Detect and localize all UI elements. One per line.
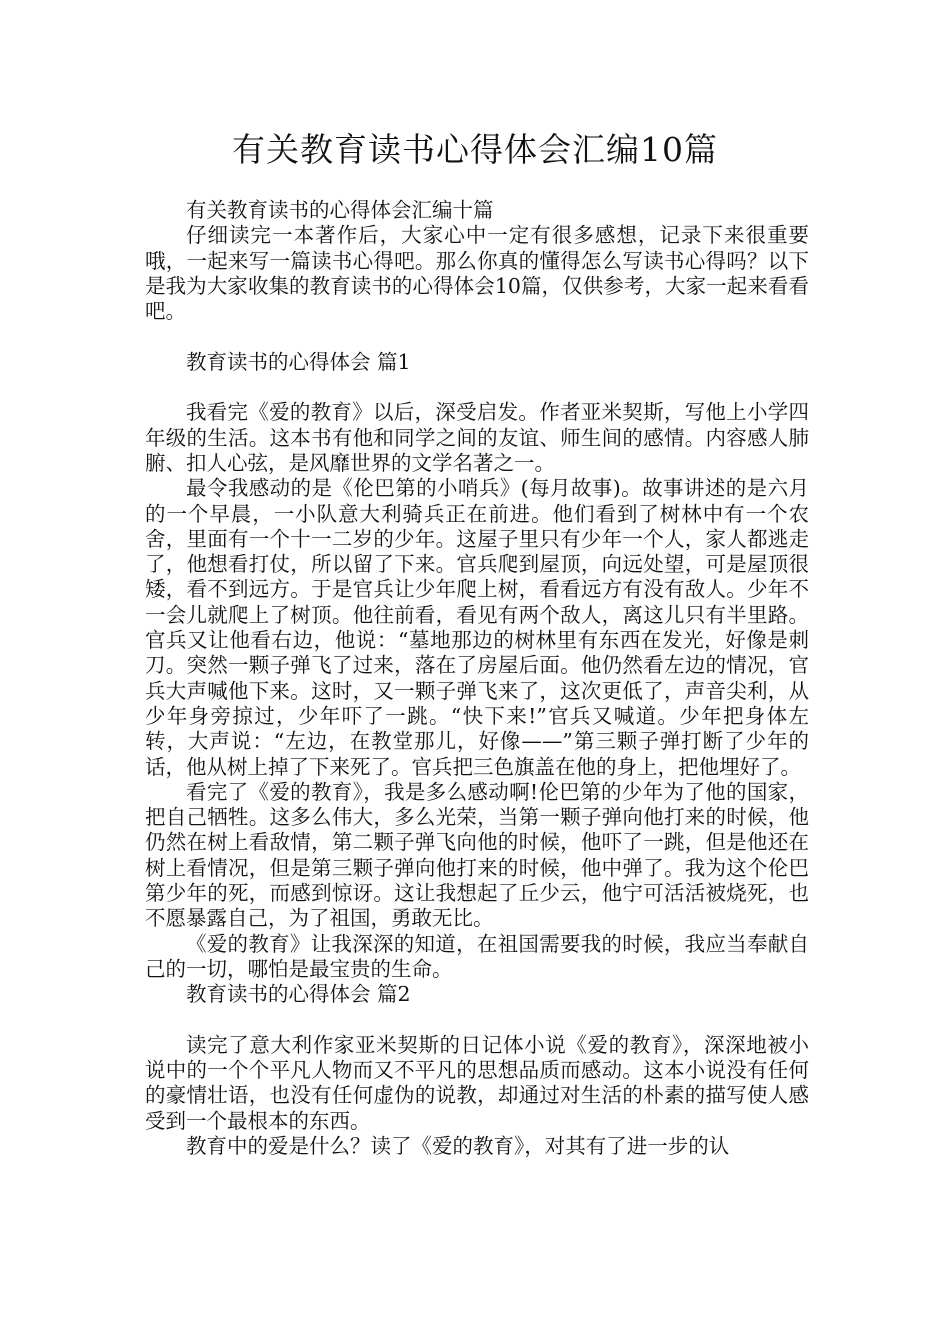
section-heading: 教育读书的心得体会 篇2 xyxy=(186,982,411,1007)
document-title: 有关教育读书心得体会汇编10篇 xyxy=(232,130,718,169)
body-paragraph: 仔细读完一本著作后，大家心中一定有很多感想，记录下来很重要哦，一起来写一篇读书心得吧。那么你真的懂得怎么写读书心得吗？以下是我为大家收集的教育读书的心得体会10篇，仅供参考，大家一起来看看吧。 xyxy=(145,223,809,324)
document-body xyxy=(145,198,809,1159)
body-paragraph: 看完了《爱的教育》，我是多么感动啊!伦巴第的少年为了他的国家，把自己牺牲。这多么伟大，多么光荣，当第一颗子弹向他打来的时候，他仍然在树上看敌情，第二颗子弹飞向他的时候，他吓了一跳，但是他还在树上看情况，但是第三颗子弹向他打来的时候，他中弹了。我为这个伦巴第少年的死，而感到惊讶。这让我想起了丘少云，他宁可活活被烧死，也不愿暴露自己，为了祖国，勇敢无比。 xyxy=(145,779,809,931)
body-paragraph: 有关教育读书的心得体会汇编十篇 xyxy=(186,198,494,222)
paragraph-gap xyxy=(145,375,809,400)
body-paragraph: 教育中的爱是什么？读了《爱的教育》，对其有了进一步的认 xyxy=(186,1133,730,1158)
body-paragraph: 我看完《爱的教育》以后，深受启发。作者亚米契斯，写他上小学四年级的生活。这本书有他和同学之间的友谊、师生间的感情。内容感人肺腑、扣人心弦，是风靡世界的文学名著之一。 xyxy=(145,400,809,475)
body-paragraph: 最令我感动的是《伦巴第的小哨兵》(每月故事)。故事讲述的是六月的一个早晨，一小队意大利骑兵正在前进。他们看到了树林中有一个农舍，里面有一个十一二岁的少年。这屋子里只有少年一个人，家人都逃走了，他想看打仗，所以留了下来。官兵爬到屋顶，向远处望，可是屋顶很矮，看不到远方。于是官兵让少年爬上树，看看远方有没有敌人。少年不一会儿就爬上了树顶。他往前看，看见有两个敌人，离这儿只有半里路。官兵又让他看右边，他说：“墓地那边的树林里有东西在发光，好像是刺刀。突然一颗子弹飞了过来，落在了房屋后面。他仍然看左边的情况，官兵大声喊他下来。这时，又一颗子弹飞来了，这次更低了，声音尖利，从少年身旁掠过，少年吓了一跳。“快下来!”官兵又喊道。少年把身体左转，大声说：“左边，在教堂那儿，好像——”第三颗子弹打断了少年的话，他从树上掉了下来死了。官兵把三色旗盖在他的身上，把他埋好了。 xyxy=(145,476,809,779)
paragraph-gap xyxy=(145,1008,809,1033)
paragraph-gap xyxy=(145,324,809,349)
body-paragraph: 读完了意大利作家亚米契斯的日记体小说《爱的教育》，深深地被小说中的一个个平凡人物而又不平凡的思想品质而感动。这本小说没有任何的豪情壮语，也没有任何虚伪的说教，却通过对生活的朴素的描写使人感受到一个最根本的东西。 xyxy=(145,1032,809,1133)
body-paragraph: 《爱的教育》让我深深的知道，在祖国需要我的时候，我应当奉献自己的一切，哪怕是最宝贵的生命。 xyxy=(145,931,809,981)
section-heading: 教育读书的心得体会 篇1 xyxy=(186,349,411,374)
